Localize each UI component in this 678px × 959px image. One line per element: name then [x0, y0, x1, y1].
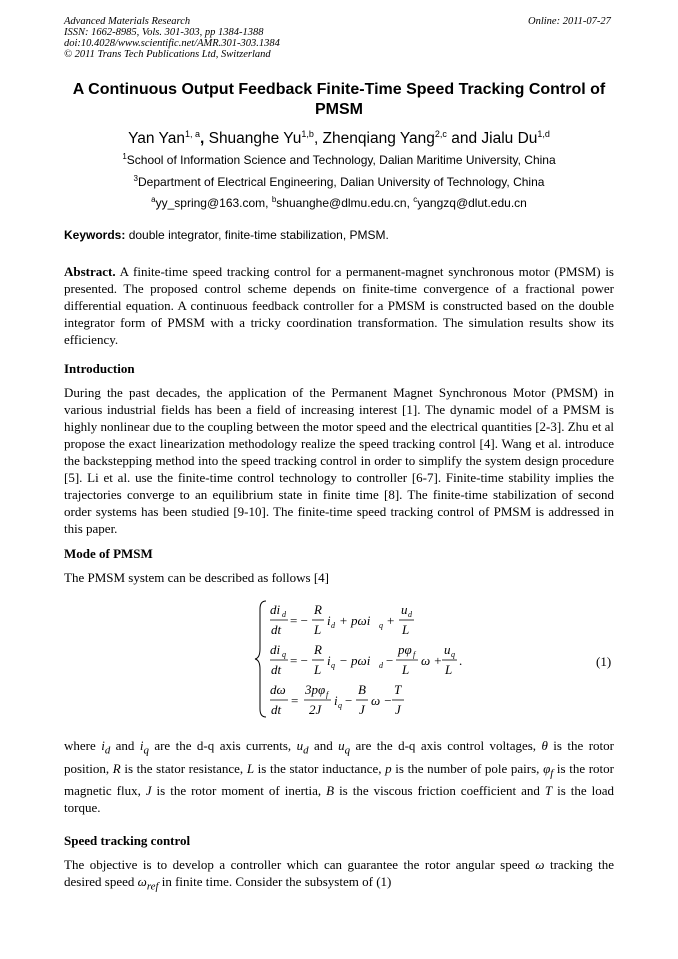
journal-doi: doi:10.4028/www.scientific.net/AMR.301-303.1384	[64, 38, 280, 49]
eq3-i: i	[334, 693, 338, 708]
eq1-u: u	[401, 602, 408, 617]
equation-row-1	[270, 602, 414, 637]
journal-header	[64, 16, 280, 60]
eq1-eq: = −	[290, 613, 308, 628]
eq2-L: L	[314, 662, 322, 677]
email-a-sup: a	[151, 195, 156, 204]
email-b: shuanghe@dlmu.edu.cn,	[276, 196, 414, 210]
speed-text-3: in finite time. Consider the subsystem of (1)	[158, 874, 392, 889]
title-line-2: PMSM	[315, 101, 363, 118]
eq3-T: T	[394, 682, 402, 697]
sym-theta: θ	[541, 738, 548, 753]
email-c-sup: c	[413, 195, 418, 204]
eq2-omega: ω +	[421, 653, 443, 668]
introduction-text: During the past decades, the application of the Permanent Magnet Synchronous Motor (PMSM) in various industrial fields has been a field of increasing interest [1]. The dynamic model of a PMSM is highly nonlinear due to the coupling between the motor speed and the electrical quantities [2-3]. Zhu et al propose the exact linearization methodology realize the speed tracking control [4]. Wang et al. introduce the backstepping method into the speed tracking control in order to simplify the system design procedure [5]. Li et al. use the finite-time control technology to controller [6-7]. Finite-time stability implies the trajectories converge to an equilibrium state in finite time [8]. The finite-time stabilization of second order systems has been studied [9-10]. The finite-time speed tracking control of PMSM is addressed in this paper.	[64, 385, 614, 536]
keywords-label: Keywords:	[64, 228, 126, 242]
where-text-3: are the d-q axis currents,	[148, 738, 297, 753]
sym-ref-sub: ref	[146, 880, 159, 893]
introduction-heading: Introduction	[64, 361, 135, 376]
eq1-plus-sub: q	[379, 621, 383, 630]
eq3-J: J	[359, 702, 365, 717]
sym-J: J	[145, 783, 152, 799]
eq3-den: dt	[271, 702, 282, 717]
eq2-R: R	[314, 642, 322, 657]
journal-issn: ISSN: 1662-8985, Vols. 301-303, pp 1384-1388	[64, 27, 264, 38]
affiliation-2	[64, 171, 614, 190]
eq3-J2: J	[395, 702, 401, 717]
sym-f-sub: f	[550, 767, 554, 780]
author-3-sup: 2,c	[434, 129, 447, 139]
eq2-L2: L	[402, 662, 410, 677]
eq2-den: dt	[271, 662, 282, 677]
eq3-i-sub: q	[338, 701, 342, 710]
eq2-num: di	[270, 642, 281, 657]
author-1: Yan Yan	[128, 130, 185, 147]
sym-d-sub: d	[104, 744, 111, 757]
journal-copyright: © 2011 Trans Tech Publications Ltd, Switzerland	[64, 49, 271, 60]
eq1-u-sub: d	[408, 610, 412, 619]
sym-T: T	[544, 783, 553, 799]
eq1-den: dt	[271, 622, 282, 637]
author-2: Shuanghe Yu	[204, 130, 302, 147]
eq1-L2: L	[402, 622, 410, 637]
variable-definitions	[64, 737, 614, 816]
email-c: yangzq@dlut.edu.cn	[417, 196, 527, 210]
sym-i: i	[101, 738, 105, 753]
sym-R: R	[112, 760, 121, 776]
email-a: yy_spring@163.com,	[155, 196, 272, 210]
sym-omega-ref: ω	[137, 874, 147, 889]
eq2-minus: − pωi	[339, 653, 371, 668]
eq2-end: .	[459, 653, 463, 668]
sym-i-2: i	[139, 738, 144, 753]
author-sep-3: and	[446, 130, 478, 147]
affiliation-1-text: School of Information Science and Technology, Dalian Maritime University, China	[126, 153, 556, 167]
author-4: Jialu Du	[477, 130, 538, 147]
where-text-9: is the number of pole pairs,	[391, 760, 544, 776]
affiliation-1	[64, 149, 614, 168]
author-sep-2: ,	[313, 130, 319, 147]
where-text-13: is the load torque.	[64, 783, 614, 816]
eq3-cden: 2J	[309, 702, 322, 717]
eq2-i: i	[327, 653, 331, 668]
abstract-label: Abstract.	[64, 264, 116, 279]
affiliation-1-sup: 1	[122, 152, 127, 161]
sym-phi: φ	[543, 760, 551, 776]
eq2-pphi: pφ	[398, 642, 412, 657]
eq2-minus2: −	[386, 653, 394, 668]
model-heading: Mode of PMSM	[64, 546, 153, 561]
where-text-4: and	[308, 738, 339, 753]
author-3: Zhenqiang Yang	[318, 130, 435, 147]
equation-row-3	[270, 682, 404, 717]
speed-tracking-text	[64, 856, 614, 896]
eq1-plus: + pωi	[339, 613, 371, 628]
journal-name: Advanced Materials Research	[64, 16, 191, 27]
eq2-u: u	[444, 642, 451, 657]
where-text-1: where	[64, 738, 102, 753]
author-2-sup: 1,b	[301, 129, 314, 139]
eq1-num: di	[270, 602, 281, 617]
email-b-sup: b	[271, 195, 277, 204]
where-text-7: is the stator resistance,	[120, 760, 247, 776]
eq2-minus-sub: d	[379, 661, 383, 670]
sym-p: p	[385, 760, 392, 776]
equation-number: (1)	[596, 654, 612, 669]
eq3-num: dω	[270, 682, 286, 697]
eq3-c: 3pφ	[305, 682, 326, 697]
eq2-u-sub: q	[451, 650, 455, 659]
speed-text-1: The objective is to develop a controller which can guarantee the rotor angular speed	[64, 857, 536, 872]
speed-tracking-heading: Speed tracking control	[64, 833, 191, 848]
equation-row-2	[270, 642, 462, 677]
eq1-i-sub: d	[331, 621, 335, 630]
where-text-11: is the rotor moment of inertia,	[151, 783, 327, 799]
eq1-R: R	[314, 602, 322, 617]
affiliation-2-sup: 3	[133, 174, 138, 183]
equation-brace	[255, 601, 266, 717]
sym-omega: ω	[535, 857, 545, 872]
author-4-sup: 1,d	[537, 129, 550, 139]
where-text-12: is the viscous friction coefficient and	[334, 783, 545, 799]
online-date: Online: 2011-07-27	[528, 16, 611, 27]
author-list	[64, 124, 614, 149]
sym-L: L	[246, 760, 255, 776]
sym-q-sub: q	[143, 744, 149, 757]
eq1-i: i	[327, 613, 331, 628]
eq2-eq: = −	[290, 653, 308, 668]
keywords-text: double integrator, finite-time stabilization, PMSM.	[125, 228, 389, 242]
eq2-num-sub: q	[282, 650, 286, 659]
eq2-i-sub: q	[331, 661, 335, 670]
eq1-num-sub: d	[282, 610, 286, 619]
where-text-8: is the stator inductance,	[254, 760, 386, 776]
eq3-omega: ω −	[371, 693, 393, 708]
eq3-B: B	[358, 682, 366, 697]
eq2-pphi-sub: f	[413, 650, 416, 659]
paper-title	[64, 80, 614, 120]
eq3-c-sub: f	[326, 690, 329, 699]
abstract-text: A finite-time speed tracking control for a permanent-magnet synchronous motor (PMSM) is presented. The proposed control scheme depends on finite-time convergence of a fractional power differential equation. A continuous feedback controller for a PMSM is constructed based on the double integrator form of PMSM with a tricky coordination transformation. The simulation results show its efficiency.	[64, 264, 614, 347]
sym-u-2: u	[338, 738, 345, 753]
speed-text-2: tracking the desired speed	[64, 857, 614, 889]
pmsm-equation	[250, 597, 470, 721]
model-text: The PMSM system can be described as follows [4]	[64, 570, 330, 585]
eq3-eq: =	[291, 693, 299, 708]
author-1-sup: 1, a	[184, 129, 200, 139]
where-text-5: are the d-q axis control voltages,	[350, 738, 542, 753]
eq2-L3: L	[445, 662, 453, 677]
where-text-10: is the rotor magnetic flux,	[64, 760, 614, 799]
email-line	[64, 192, 614, 211]
title-line-1: A Continuous Output Feedback Finite-Time Speed Tracking Control of	[72, 81, 606, 98]
keywords	[64, 227, 614, 243]
sym-u: u	[296, 738, 304, 753]
sym-d-sub-2: d	[303, 744, 309, 757]
abstract	[64, 263, 614, 348]
author-sep-1: ,	[199, 130, 205, 147]
sym-B: B	[326, 783, 335, 799]
affiliation-2-text: Department of Electrical Engineering, Dalian University of Technology, China	[138, 175, 545, 189]
sym-q-sub-2: q	[344, 744, 351, 757]
eq3-minus: −	[345, 693, 353, 708]
eq1-L: L	[314, 622, 322, 637]
eq1-plus2: +	[387, 613, 395, 628]
where-text-6: is the rotor position,	[64, 738, 614, 776]
where-text-2: and	[110, 738, 140, 753]
